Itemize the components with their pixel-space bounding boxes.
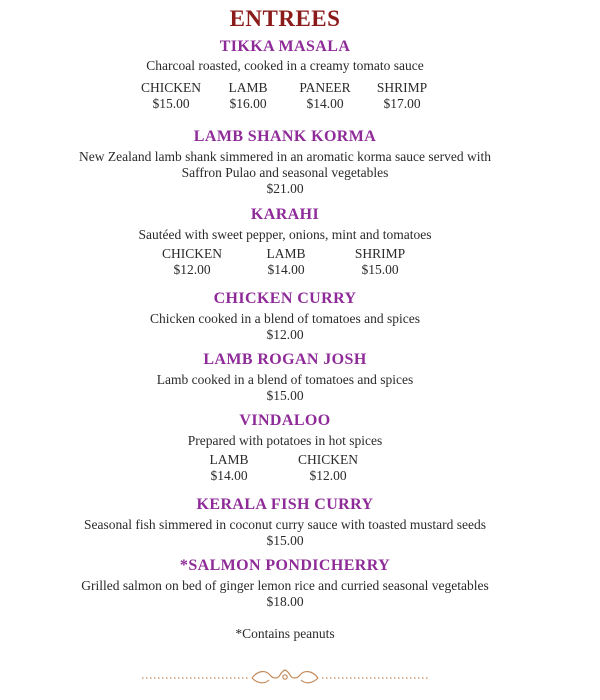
section-title: ENTREES: [229, 6, 341, 31]
option-price: $14.00: [267, 262, 305, 277]
item-price-chicken-curry: $12.00: [266, 327, 304, 342]
option-price: $15.00: [361, 262, 399, 277]
item-desc-salmon-pondicherry: Grilled salmon on bed of ginger lemon rice and curried seasonal vegetables: [81, 578, 489, 593]
flourish-divider-icon: [140, 664, 430, 686]
option-label: SHRIMP: [354, 246, 406, 261]
option-vindaloo-chicken: [273, 452, 383, 484]
option-price: $14.00: [210, 468, 248, 483]
item-desc-lamb-shank-korma-line2: Saffron Pulao and seasonal vegetables: [181, 165, 389, 180]
option-vindaloo-lamb: [174, 452, 284, 484]
item-desc-lamb-rogan-josh: Lamb cooked in a blend of tomatoes and spices: [156, 372, 414, 387]
option-label: PANEER: [299, 80, 351, 95]
item-price-salmon-pondicherry: $18.00: [266, 594, 304, 609]
option-karahi-shrimp: [325, 246, 435, 278]
item-title-karahi: KARAHI: [250, 206, 320, 223]
option-price: $12.00: [173, 262, 211, 277]
option-price: $14.00: [306, 96, 344, 111]
item-price-lamb-rogan-josh: $15.00: [266, 388, 304, 403]
option-label: LAMB: [228, 80, 268, 95]
item-title-lamb-shank-korma: LAMB SHANK KORMA: [193, 128, 377, 145]
peanuts-footnote: *Contains peanuts: [235, 626, 335, 641]
item-title-tikka-masala: TIKKA MASALA: [219, 38, 351, 55]
item-desc-chicken-curry: Chicken cooked in a blend of tomatoes and spices: [150, 311, 420, 326]
item-title-kerala-fish-curry: KERALA FISH CURRY: [196, 496, 374, 513]
option-price: $16.00: [229, 96, 267, 111]
option-price: $17.00: [383, 96, 421, 111]
option-label: CHICKEN: [298, 452, 358, 467]
option-label: LAMB: [266, 246, 306, 261]
option-label: CHICKEN: [141, 80, 201, 95]
option-label: CHICKEN: [162, 246, 222, 261]
item-title-chicken-curry: CHICKEN CURRY: [213, 290, 357, 307]
item-price-lamb-shank-korma: $21.00: [266, 181, 304, 196]
item-title-lamb-rogan-josh: LAMB ROGAN JOSH: [203, 351, 367, 368]
item-desc-lamb-shank-korma-line1: New Zealand lamb shank simmered in an aromatic korma sauce served with: [79, 149, 491, 164]
item-desc-kerala-fish-curry: Seasonal fish simmered in coconut curry sauce with toasted mustard seeds: [84, 517, 486, 532]
item-desc-karahi: Sautéed with sweet pepper, onions, mint and tomatoes: [138, 227, 432, 242]
option-label: SHRIMP: [376, 80, 428, 95]
item-title-salmon-pondicherry: *SALMON PONDICHERRY: [179, 557, 391, 574]
option-label: LAMB: [209, 452, 249, 467]
item-price-kerala-fish-curry: $15.00: [266, 533, 304, 548]
option-price: $15.00: [152, 96, 190, 111]
option-tikka-shrimp: [347, 80, 457, 112]
item-desc-tikka-masala: Charcoal roasted, cooked in a creamy tomato sauce: [146, 58, 424, 73]
item-title-vindaloo: VINDALOO: [239, 412, 331, 429]
option-price: $12.00: [309, 468, 347, 483]
item-desc-vindaloo: Prepared with potatoes in hot spices: [187, 433, 383, 448]
